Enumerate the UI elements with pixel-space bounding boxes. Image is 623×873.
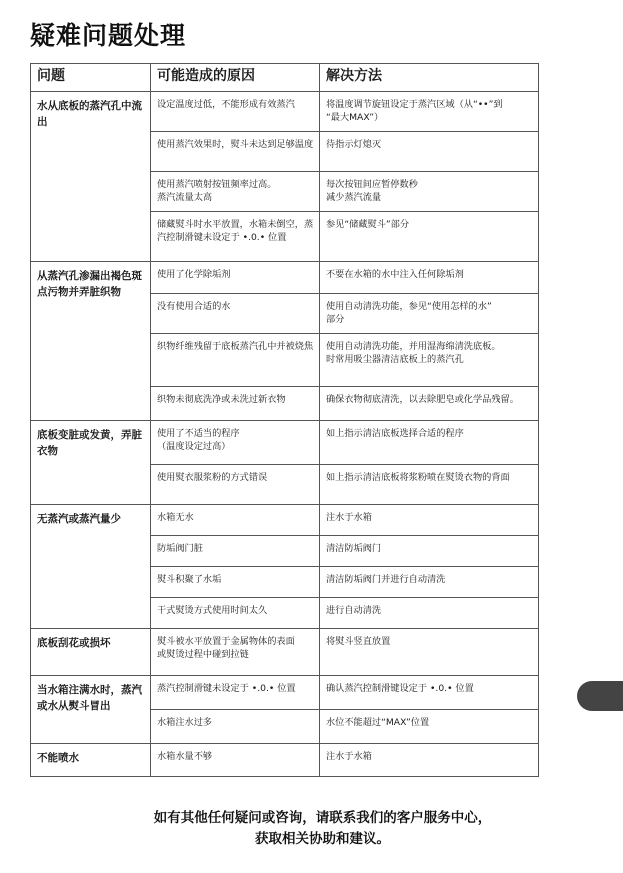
table-row bbox=[31, 505, 539, 536]
header-problem: 问题 bbox=[31, 64, 151, 92]
solution-cell: 进行自动清洗 bbox=[320, 598, 539, 629]
solution-cell: 使用自动清洗功能，参见“使用怎样的水” 部分 bbox=[320, 294, 539, 334]
cause-cell: 蒸汽控制滑键未设定于 •.0.• 位置 bbox=[151, 676, 320, 710]
solution-cell: 确认蒸汽控制滑键设定于 •.0.• 位置 bbox=[320, 676, 539, 710]
solution-cell: 如上指示清洁底板将浆粉喷在熨烫衣物的背面 bbox=[320, 465, 539, 505]
cause-cell: 熨斗被水平放置于金属物体的表面 或熨烫过程中碰到拉链 bbox=[151, 629, 320, 676]
cause-cell: 使用了不适当的程序 （温度设定过高） bbox=[151, 421, 320, 465]
solution-cell: 不要在水箱的水中注入任何除垢剂 bbox=[320, 262, 539, 294]
solution-cell: 将温度调节旋钮设定于蒸汽区域（从“••”到 “最大MAX”） bbox=[320, 92, 539, 132]
solution-cell: 如上指示清洁底板选择合适的程序 bbox=[320, 421, 539, 465]
problem-cell: 无蒸汽或蒸汽量少 bbox=[31, 505, 151, 629]
cause-cell: 储藏熨斗时水平放置，水箱未倒空，蒸汽控制滑键未设定于 •.0.• 位置 bbox=[151, 212, 320, 262]
cause-cell: 没有使用合适的水 bbox=[151, 294, 320, 334]
solution-cell: 待指示灯熄灭 bbox=[320, 132, 539, 172]
solution-cell: 确保衣物彻底清洗，以去除肥皂或化学品残留。 bbox=[320, 387, 539, 421]
cause-cell: 防垢阀门脏 bbox=[151, 536, 320, 567]
cause-cell: 织物未彻底洗净或未洗过新衣物 bbox=[151, 387, 320, 421]
table-row bbox=[31, 421, 539, 465]
footer-line-2: 获取相关协助和建议。 bbox=[255, 831, 390, 847]
table-row bbox=[31, 92, 539, 132]
cause-cell: 水箱水量不够 bbox=[151, 744, 320, 777]
table-body bbox=[31, 92, 539, 777]
footer-line-1: 如有其他任何疑问或咨询，请联系我们的客户服务中心， bbox=[153, 810, 492, 826]
solution-cell: 清洁防垢阀门 bbox=[320, 536, 539, 567]
footer-note bbox=[0, 808, 623, 850]
troubleshooting-table bbox=[30, 63, 539, 777]
table-row bbox=[31, 629, 539, 676]
header-cause: 可能造成的原因 bbox=[151, 64, 320, 92]
cause-cell: 干式熨烫方式使用时间太久 bbox=[151, 598, 320, 629]
table-row bbox=[31, 676, 539, 710]
cause-cell: 水箱注水过多 bbox=[151, 710, 320, 744]
cause-cell: 使用了化学除垢剂 bbox=[151, 262, 320, 294]
problem-cell: 底板变脏或发黄，弄脏衣物 bbox=[31, 421, 151, 505]
problem-cell: 底板刮花或损坏 bbox=[31, 629, 151, 676]
table-row bbox=[31, 262, 539, 294]
solution-cell: 注水于水箱 bbox=[320, 744, 539, 777]
solution-cell: 清洁防垢阀门并进行自动清洗 bbox=[320, 567, 539, 598]
cause-cell: 使用蒸汽效果时，熨斗未达到足够温度 bbox=[151, 132, 320, 172]
solution-cell: 将熨斗竖直放置 bbox=[320, 629, 539, 676]
cause-cell: 熨斗积聚了水垢 bbox=[151, 567, 320, 598]
cause-cell: 水箱无水 bbox=[151, 505, 320, 536]
cause-cell: 使用蒸汽喷射按钮频率过高。 蒸汽流量太高 bbox=[151, 172, 320, 212]
solution-cell: 使用自动清洗功能，并用湿海绵清洗底板。 时常用吸尘器清洁底板上的蒸汽孔 bbox=[320, 334, 539, 387]
solution-cell: 参见“储藏熨斗”部分 bbox=[320, 212, 539, 262]
cause-cell: 设定温度过低，不能形成有效蒸汽 bbox=[151, 92, 320, 132]
cause-cell: 使用熨衣服浆粉的方式错误 bbox=[151, 465, 320, 505]
problem-cell: 当水箱注满水时，蒸汽或水从熨斗冒出 bbox=[31, 676, 151, 744]
cause-cell: 织物纤维残留于底板蒸汽孔中并被烧焦 bbox=[151, 334, 320, 387]
table-row bbox=[31, 744, 539, 777]
header-solution: 解决方法 bbox=[320, 64, 539, 92]
page-title: 疑难问题处理 bbox=[30, 21, 187, 50]
page-edge-tab bbox=[577, 681, 623, 711]
solution-cell: 每次按钮间应暂停数秒 减少蒸汽流量 bbox=[320, 172, 539, 212]
problem-cell: 从蒸汽孔渗漏出褐色斑点污物并弄脏织物 bbox=[31, 262, 151, 421]
solution-cell: 水位不能超过“MAX”位置 bbox=[320, 710, 539, 744]
table-header-row bbox=[31, 64, 539, 92]
problem-cell: 不能喷水 bbox=[31, 744, 151, 777]
problem-cell: 水从底板的蒸汽孔中流出 bbox=[31, 92, 151, 262]
solution-cell: 注水于水箱 bbox=[320, 505, 539, 536]
